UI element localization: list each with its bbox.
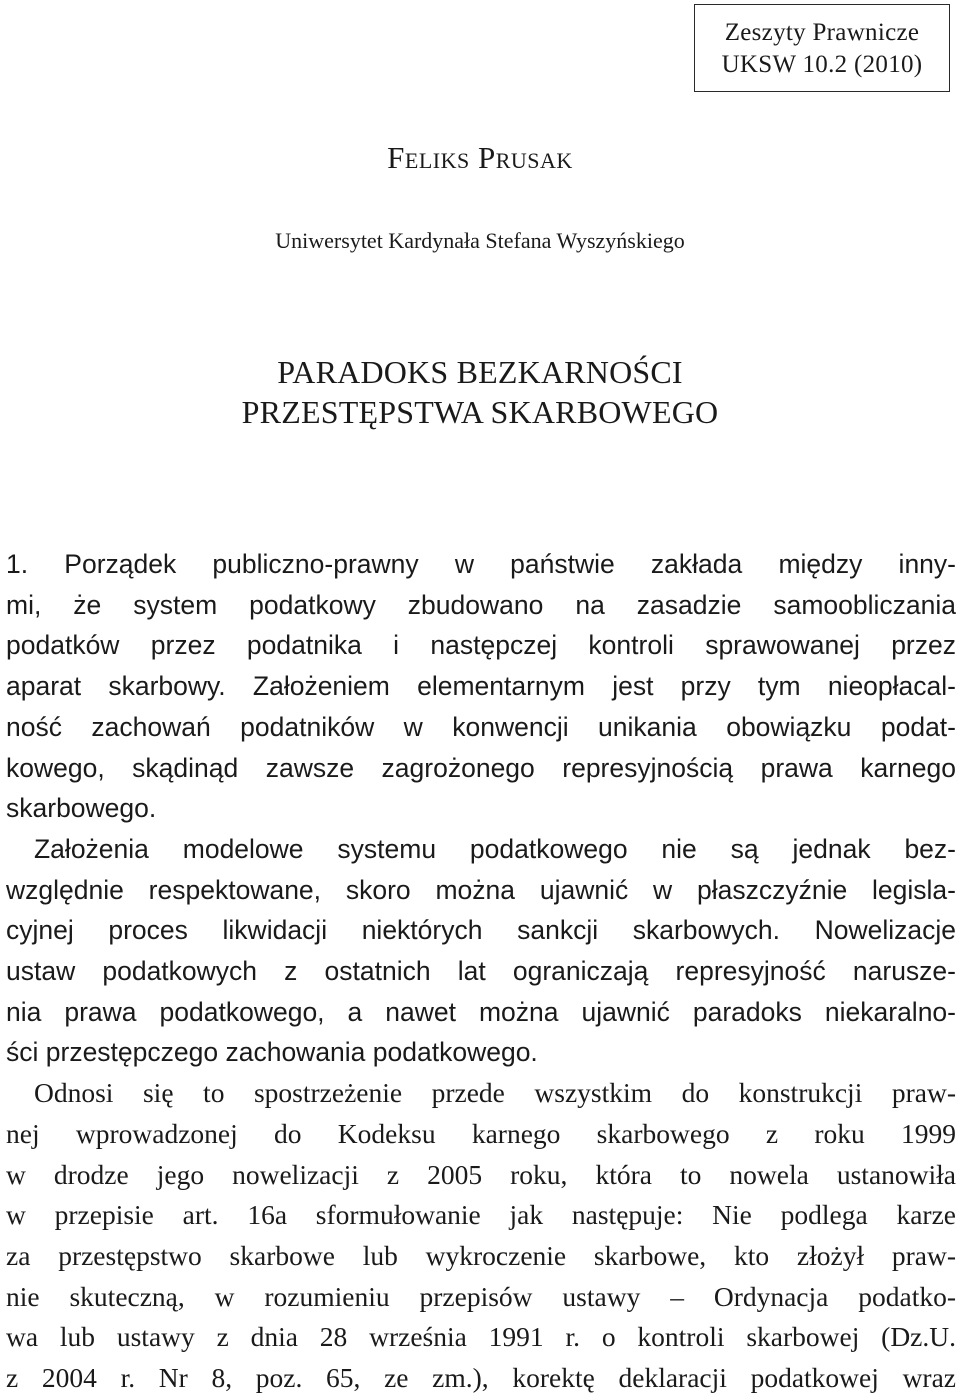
journal-name: Zeszyty Prawnicze [724, 19, 920, 46]
body-line: Odnosi się to spostrzeżenie przede wszystkim do konstrukcji praw- [34, 1077, 956, 1109]
body-line: z 2004 r. Nr 8, poz. 65, ze zm.), korektę deklaracji podatkowej wraz [6, 1362, 956, 1394]
body-line: wa lub ustawy z dnia 28 września 1991 r. o kontroli skarbowej (Dz.U. [6, 1321, 956, 1353]
body-line: podatków przez podatnika i następczej kontroli sprawowanej przez [6, 630, 956, 661]
body-line: skarbowego. [6, 793, 157, 824]
body-line: mi, że system podatkowy zbudowano na zasadzie samoobliczania [6, 589, 956, 620]
body-line: względnie respektowane, skoro można ujawnić w płaszczyźnie legisla- [6, 874, 956, 905]
body-line: ści przestępczego zachowania podatkowego. [6, 1037, 538, 1068]
body-line: ustaw podatkowych z ostatnich lat ograniczają represyjność narusze- [6, 956, 956, 987]
body-line: nie skuteczną, w rozumieniu przepisów ustawy – Ordynacja podatko- [6, 1280, 956, 1312]
journal-info-box [694, 4, 950, 92]
author-affiliation: Uniwersytet Kardynała Stefana Wyszyńskiego [275, 228, 685, 253]
body-line: kowego, skądinąd zawsze zagrożonego represyjnością prawa karnego [6, 752, 956, 783]
article-body [6, 544, 956, 1399]
body-line: nia prawa podatkowego, a nawet można ujawnić paradoks niekaralno- [6, 996, 956, 1027]
title-line-2: PRZESTĘPSTWA SKARBOWEGO [241, 394, 719, 430]
journal-volume: UKSW 10.2 (2010) [721, 51, 923, 78]
title-line-1: PARADOKS BEZKARNOŚCI [277, 354, 683, 390]
body-line: ność zachowań podatników w konwencji unikania obowiązku podat- [6, 711, 956, 742]
body-line: aparat skarbowy. Założeniem elementarnym jest przy tym nieopłacal- [6, 671, 956, 702]
body-line: 1. Porządek publiczno-prawny w państwie zakłada między inny- [6, 549, 956, 579]
body-line: nej wprowadzonej do Kodeksu karnego skarbowego z roku 1999 [6, 1117, 956, 1149]
article-title [0, 352, 960, 432]
author-name: Feliks Prusak [387, 140, 573, 175]
body-line: cyjnej proces likwidacji niektórych sankcji skarbowych. Nowelizacje [6, 915, 956, 946]
body-line: Założenia modelowe systemu podatkowego nie są jednak bez- [34, 833, 956, 864]
body-line: za przestępstwo skarbowe lub wykroczenie skarbowe, kto złożył praw- [6, 1239, 956, 1271]
body-line: w przepisie art. 16a sformułowanie jak następuje: Nie podlega karze [6, 1199, 956, 1231]
body-line: w drodze jego nowelizacji z 2005 roku, która to nowela ustanowiła [6, 1158, 956, 1190]
